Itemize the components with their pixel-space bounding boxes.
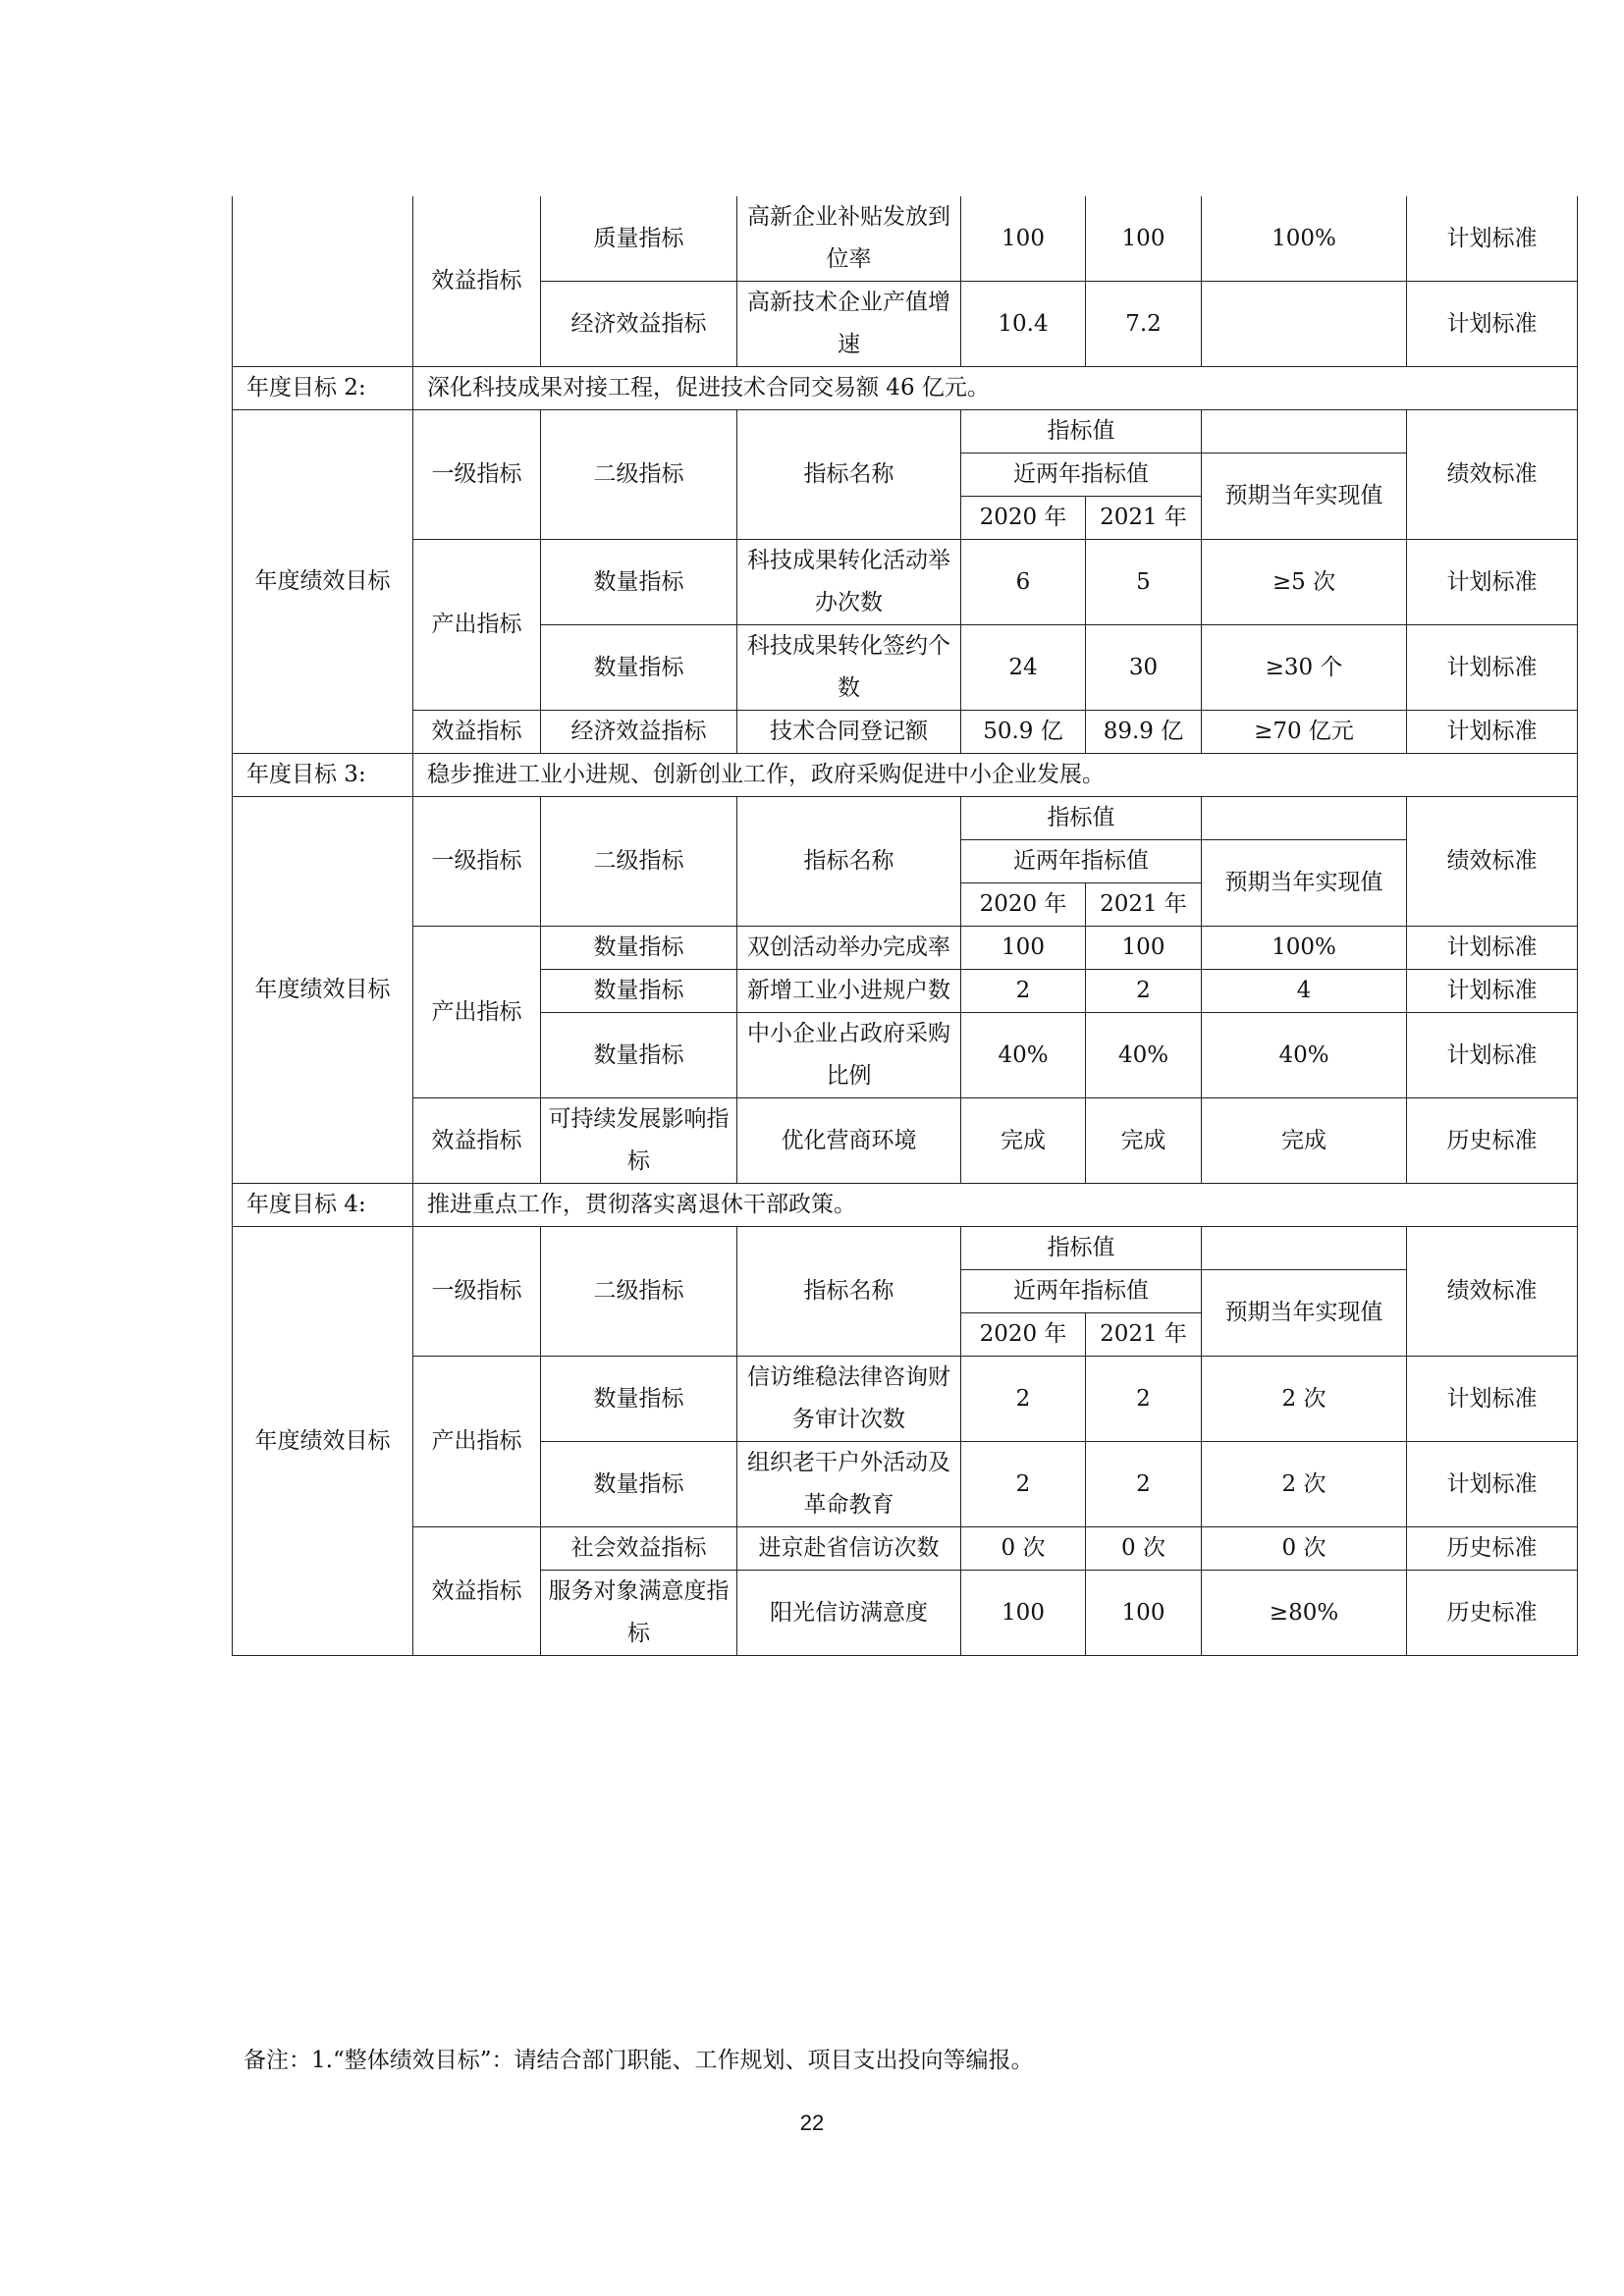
level2-cell: 数量指标 <box>541 540 737 625</box>
indicator-name-cell: 科技成果转化活动举办次数 <box>737 540 961 625</box>
header-indicator-value: 指标值 <box>961 410 1202 454</box>
indicator-name-cell: 高新技术企业产值增速 <box>737 282 961 367</box>
standard-cell: 计划标准 <box>1407 1442 1578 1527</box>
goal-row <box>233 367 1578 410</box>
standard-cell: 计划标准 <box>1407 711 1578 754</box>
value-2020-cell: 100 <box>961 1571 1086 1656</box>
indicator-name-cell: 进京赴省信访次数 <box>737 1527 961 1571</box>
table-row <box>233 1098 1578 1184</box>
header-blank-cell <box>1202 410 1407 454</box>
value-2020-cell: 2 <box>961 1357 1086 1442</box>
standard-cell: 计划标准 <box>1407 625 1578 711</box>
level1-cell: 效益指标 <box>413 711 541 754</box>
header-indicator-value: 指标值 <box>961 797 1202 840</box>
standard-cell: 计划标准 <box>1407 196 1578 282</box>
value-2021-cell: 100 <box>1086 1571 1202 1656</box>
table-row <box>233 540 1578 625</box>
standard-cell: 历史标准 <box>1407 1098 1578 1184</box>
header-row <box>233 410 1578 454</box>
level2-cell: 数量指标 <box>541 970 737 1013</box>
indicator-name-cell: 阳光信访满意度 <box>737 1571 961 1656</box>
value-2021-cell: 完成 <box>1086 1098 1202 1184</box>
header-level2: 二级指标 <box>541 797 737 927</box>
annual-perf-target-label: 年度绩效目标 <box>233 410 413 754</box>
value-2021-cell: 100 <box>1086 196 1202 282</box>
header-recent-two-years: 近两年指标值 <box>961 454 1202 497</box>
level2-cell: 经济效益指标 <box>541 282 737 367</box>
header-indicator-name: 指标名称 <box>737 1227 961 1357</box>
value-2020-cell: 10.4 <box>961 282 1086 367</box>
header-expected: 预期当年实现值 <box>1202 1270 1407 1357</box>
header-year-2020: 2020 年 <box>961 883 1086 927</box>
level1-cell: 产出指标 <box>413 540 541 711</box>
level2-cell: 数量指标 <box>541 1013 737 1098</box>
header-year-2020: 2020 年 <box>961 497 1086 540</box>
indicator-name-cell: 优化营商环境 <box>737 1098 961 1184</box>
header-indicator-name: 指标名称 <box>737 797 961 927</box>
header-year-2021: 2021 年 <box>1086 1313 1202 1357</box>
goal-row <box>233 1184 1578 1227</box>
level1-cell: 效益指标 <box>413 1527 541 1656</box>
expected-value-cell: 40% <box>1202 1013 1407 1098</box>
standard-cell: 计划标准 <box>1407 540 1578 625</box>
expected-value-cell: ≥5 次 <box>1202 540 1407 625</box>
level2-cell: 服务对象满意度指标 <box>541 1571 737 1656</box>
level2-cell: 数量指标 <box>541 1442 737 1527</box>
header-indicator-name: 指标名称 <box>737 410 961 540</box>
footnote: 备注：1.“整体绩效目标”：请结合部门职能、工作规划、项目支出投向等编报。 <box>244 2048 1034 2073</box>
expected-value-cell: ≥80% <box>1202 1571 1407 1656</box>
header-recent-two-years: 近两年指标值 <box>961 840 1202 883</box>
value-2020-cell: 40% <box>961 1013 1086 1098</box>
level2-cell: 社会效益指标 <box>541 1527 737 1571</box>
table-row <box>233 711 1578 754</box>
header-level2: 二级指标 <box>541 1227 737 1357</box>
expected-value-cell: ≥30 个 <box>1202 625 1407 711</box>
expected-value-cell: 2 次 <box>1202 1357 1407 1442</box>
standard-cell: 计划标准 <box>1407 1013 1578 1098</box>
header-recent-two-years: 近两年指标值 <box>961 1270 1202 1313</box>
level1-cell: 产出指标 <box>413 1357 541 1527</box>
table-row <box>233 927 1578 970</box>
expected-value-cell: 完成 <box>1202 1098 1407 1184</box>
header-standard: 绩效标准 <box>1407 410 1578 540</box>
header-row <box>233 797 1578 840</box>
standard-cell: 历史标准 <box>1407 1571 1578 1656</box>
page-number: 22 <box>799 2110 825 2135</box>
value-2020-cell: 2 <box>961 1442 1086 1527</box>
header-level1: 一级指标 <box>413 1227 541 1357</box>
header-expected: 预期当年实现值 <box>1202 454 1407 540</box>
header-standard: 绩效标准 <box>1407 1227 1578 1357</box>
expected-value-cell: ≥70 亿元 <box>1202 711 1407 754</box>
value-2021-cell: 2 <box>1086 1442 1202 1527</box>
value-2020-cell: 100 <box>961 196 1086 282</box>
value-2020-cell: 24 <box>961 625 1086 711</box>
goal-label-cell <box>233 196 413 367</box>
level2-cell: 可持续发展影响指标 <box>541 1098 737 1184</box>
indicator-name-cell: 新增工业小进规户数 <box>737 970 961 1013</box>
value-2020-cell: 0 次 <box>961 1527 1086 1571</box>
value-2021-cell: 30 <box>1086 625 1202 711</box>
level1-cell: 效益指标 <box>413 1098 541 1184</box>
header-level2: 二级指标 <box>541 410 737 540</box>
indicator-name-cell: 技术合同登记额 <box>737 711 961 754</box>
standard-cell: 计划标准 <box>1407 1357 1578 1442</box>
standard-cell: 计划标准 <box>1407 970 1578 1013</box>
goal-label: 年度目标 2: <box>233 367 413 410</box>
value-2021-cell: 40% <box>1086 1013 1202 1098</box>
goal-text: 稳步推进工业小进规、创新创业工作，政府采购促进中小企业发展。 <box>413 754 1578 797</box>
level2-cell: 数量指标 <box>541 927 737 970</box>
header-year-2020: 2020 年 <box>961 1313 1086 1357</box>
value-2020-cell: 50.9 亿 <box>961 711 1086 754</box>
table-row <box>233 1527 1578 1571</box>
value-2020-cell: 完成 <box>961 1098 1086 1184</box>
value-2021-cell: 2 <box>1086 970 1202 1013</box>
header-level1: 一级指标 <box>413 797 541 927</box>
standard-cell: 计划标准 <box>1407 282 1578 367</box>
value-2020-cell: 100 <box>961 927 1086 970</box>
header-blank-cell <box>1202 797 1407 840</box>
annual-perf-target-label: 年度绩效目标 <box>233 797 413 1184</box>
value-2021-cell: 0 次 <box>1086 1527 1202 1571</box>
indicator-name-cell: 中小企业占政府采购比例 <box>737 1013 961 1098</box>
expected-value-cell: 100% <box>1202 927 1407 970</box>
level2-cell: 经济效益指标 <box>541 711 737 754</box>
level2-cell: 数量指标 <box>541 625 737 711</box>
value-2020-cell: 6 <box>961 540 1086 625</box>
goal-text: 深化科技成果对接工程，促进技术合同交易额 46 亿元。 <box>413 367 1578 410</box>
header-standard: 绩效标准 <box>1407 797 1578 927</box>
level2-cell: 质量指标 <box>541 196 737 282</box>
expected-value-cell: 2 次 <box>1202 1442 1407 1527</box>
header-indicator-value: 指标值 <box>961 1227 1202 1270</box>
expected-value-cell: 100% <box>1202 196 1407 282</box>
goal-label: 年度目标 4: <box>233 1184 413 1227</box>
value-2021-cell: 7.2 <box>1086 282 1202 367</box>
value-2021-cell: 89.9 亿 <box>1086 711 1202 754</box>
expected-value-cell: 0 次 <box>1202 1527 1407 1571</box>
value-2021-cell: 5 <box>1086 540 1202 625</box>
value-2021-cell: 100 <box>1086 927 1202 970</box>
level1-cell: 效益指标 <box>413 196 541 367</box>
header-row <box>233 1227 1578 1270</box>
annual-perf-target-label: 年度绩效目标 <box>233 1227 413 1656</box>
standard-cell: 历史标准 <box>1407 1527 1578 1571</box>
level1-cell: 产出指标 <box>413 927 541 1098</box>
header-year-2021: 2021 年 <box>1086 883 1202 927</box>
header-level1: 一级指标 <box>413 410 541 540</box>
expected-value-cell <box>1202 282 1407 367</box>
indicator-name-cell: 高新企业补贴发放到位率 <box>737 196 961 282</box>
indicator-name-cell: 双创活动举办完成率 <box>737 927 961 970</box>
indicator-name-cell: 组织老干户外活动及革命教育 <box>737 1442 961 1527</box>
header-year-2021: 2021 年 <box>1086 497 1202 540</box>
table-row <box>233 196 1578 282</box>
indicator-name-cell: 科技成果转化签约个数 <box>737 625 961 711</box>
indicator-name-cell: 信访维稳法律咨询财务审计次数 <box>737 1357 961 1442</box>
goal-text: 推进重点工作，贯彻落实离退休干部政策。 <box>413 1184 1578 1227</box>
level2-cell: 数量指标 <box>541 1357 737 1442</box>
goal-row <box>233 754 1578 797</box>
header-blank-cell <box>1202 1227 1407 1270</box>
standard-cell: 计划标准 <box>1407 927 1578 970</box>
performance-target-table <box>232 196 1578 1656</box>
header-expected: 预期当年实现值 <box>1202 840 1407 927</box>
table-row <box>233 1357 1578 1442</box>
value-2021-cell: 2 <box>1086 1357 1202 1442</box>
goal-label: 年度目标 3: <box>233 754 413 797</box>
value-2020-cell: 2 <box>961 970 1086 1013</box>
expected-value-cell: 4 <box>1202 970 1407 1013</box>
